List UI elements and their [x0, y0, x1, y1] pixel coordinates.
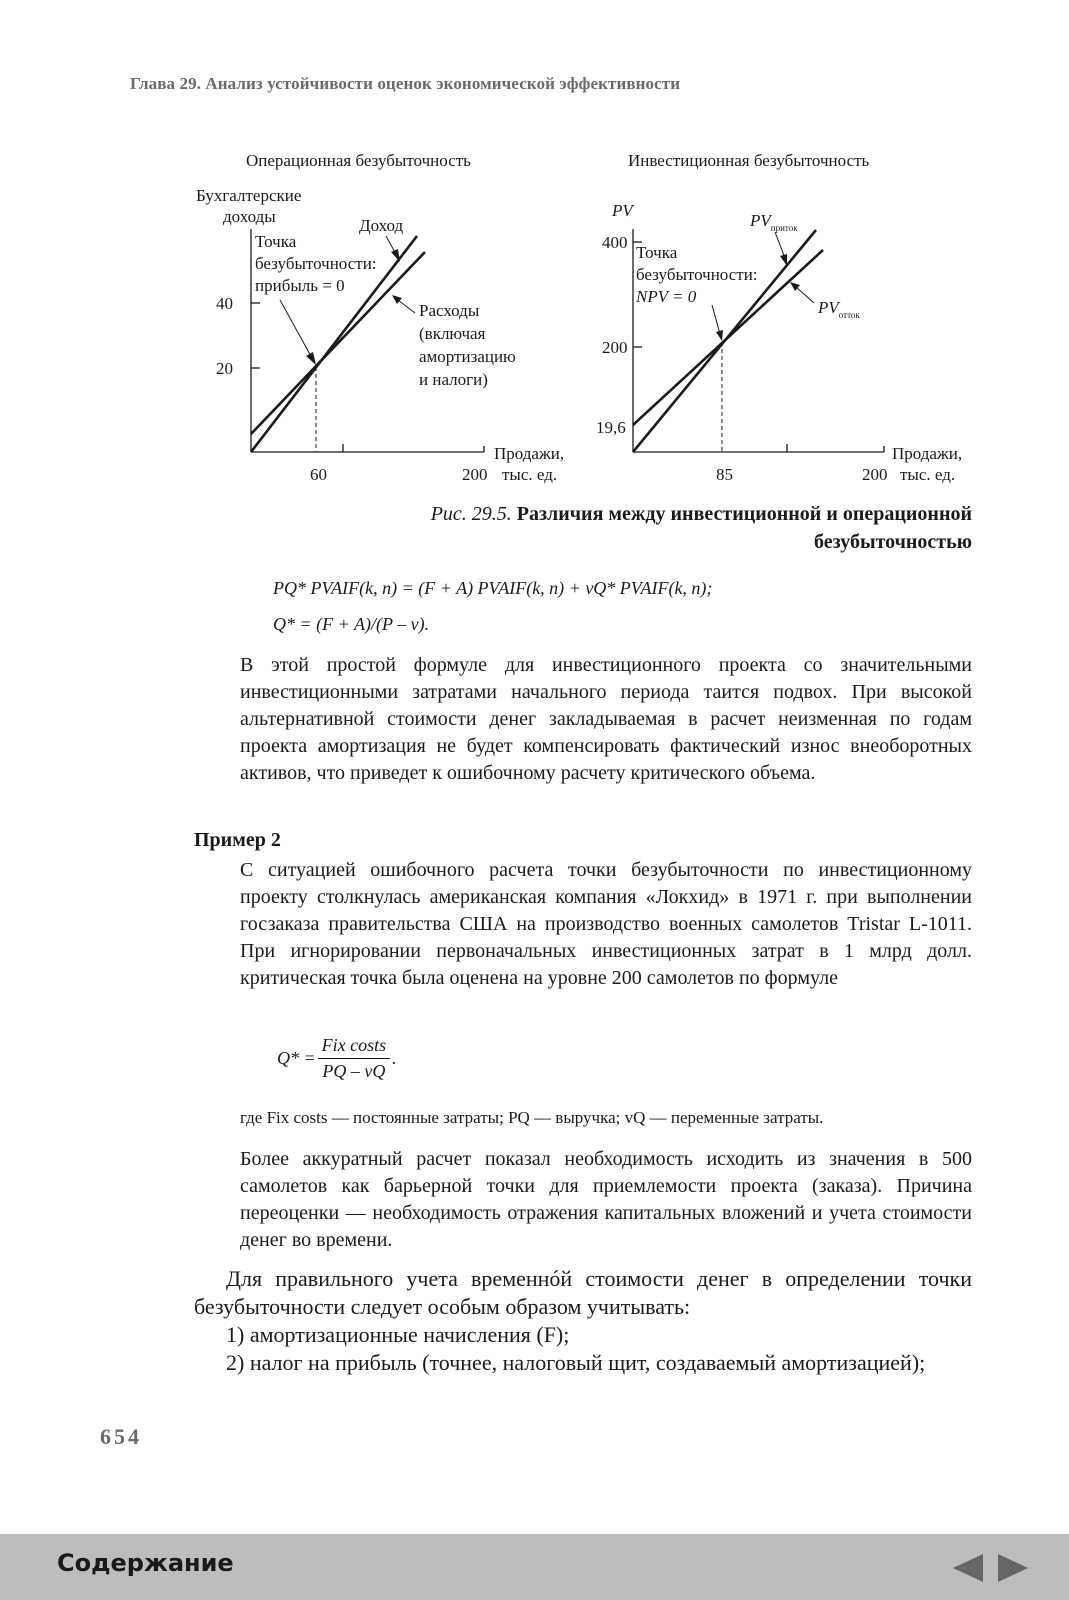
right-y-tick-196: 19,6 [596, 418, 626, 437]
formula-numerator: Fix costs [318, 1035, 391, 1059]
paragraph-1 [240, 652, 972, 787]
left-costs-label-2: (включая [419, 324, 486, 343]
caption-title-1: Различия между инвестиционной и операционной [516, 503, 972, 525]
left-x-label-1: Продажи, [494, 444, 565, 463]
paragraph-1-text: В этой простой формуле для инвестиционного проекта со значительными инвестиционными затратами начального периода таится подвох. При высокой альтернативной стоимости денег закладываемая в расчет неизменная по годам проекта амортизация не будет компенсировать фактический износ внеоборотных активов, что приведет к ошибочному расчету критического объема. [240, 654, 972, 784]
left-breakeven-label-3: прибыль = 0 [255, 276, 345, 295]
left-x-label-2: тыс. ед. [502, 465, 558, 484]
right-breakeven-label-1: Точка [636, 243, 678, 262]
left-y-label-1: Бухгалтерские [196, 186, 302, 205]
example-text-2-block [240, 1146, 972, 1254]
example-text-2: Более аккуратный расчет показал необходимость исходить из значения в 500 самолетов как барьерной точки для приемлемости проекта (заказа). Причина переоценки — необходимость отражения капитальных вложений и учета стоимости денег во времени. [240, 1148, 972, 1251]
right-breakeven-label-2: безубыточности: [636, 265, 758, 284]
example-text-1: С ситуацией ошибочного расчета точки безубыточности по инвестиционному проекту столкнулась американская компания «Локхид» в 1971 г. при выполнении госзаказа правительства США на производство военных самолетов Tristar L-1011. При игнорировании первоначальных инвестиционных затрат в 1 млрд долл. критическая точка была оценена на уровне 200 самолетов по формуле [240, 859, 972, 989]
right-y-tick-400: 400 [602, 233, 628, 252]
figure-29-5 [0, 0, 1069, 500]
chapter-header: Глава 29. Анализ устойчивости оценок экономической эффективности [130, 74, 681, 93]
figure-caption [332, 500, 972, 556]
formula-legend: где Fix costs — постоянные затраты; PQ — выручка; vQ — переменные затраты. [240, 1108, 824, 1127]
example-text [240, 857, 972, 992]
right-x-tick-85: 85 [716, 465, 733, 484]
caption-title-2: безубыточностью [814, 531, 972, 553]
example-title: Пример 2 [194, 829, 281, 851]
body-item-1: 1) амортизационные начисления (F); [226, 1322, 570, 1347]
left-y-tick-20: 20 [216, 359, 233, 378]
left-y-label-2: доходы [223, 207, 276, 226]
right-y-label: PV [612, 201, 633, 220]
page-number: 654 [100, 1424, 142, 1449]
right-outflow-label: $PV_{отток}$ [818, 298, 860, 320]
right-chart-title: Инвестиционная безубыточность [628, 151, 870, 170]
left-x-tick-60: 60 [310, 465, 327, 484]
right-x-label-1: Продажи, [892, 444, 963, 463]
formula-lhs: Q* = [277, 1048, 316, 1068]
left-breakeven-label-1: Точка [255, 232, 297, 251]
triangle-left-icon[interactable] [951, 1552, 985, 1584]
formula-denominator: PQ – vQ [322, 1061, 386, 1081]
caption-label: Рис. 29.5. [430, 503, 517, 525]
right-x-label-2: тыс. ед. [900, 465, 956, 484]
body-p1: Для правильного учета временнóй стоимости денег в определении точки безубыточности следует особым образом учитывать: [194, 1266, 972, 1319]
left-chart-title: Операционная безубыточность [246, 151, 471, 170]
left-costs-label-1: Расходы [419, 301, 480, 320]
formula-1: PQ* PVAIF(k, n) = (F + A) PVAIF(k, n) + vQ* PVAIF(k, n); [273, 578, 713, 598]
right-x-tick-200: 200 [862, 465, 888, 484]
left-revenue-label: Доход [359, 216, 404, 235]
right-inflow-label: $PV_{приток}$ [750, 211, 798, 233]
right-y-tick-200: 200 [602, 338, 628, 357]
formula-2: Q* = (F + A)/(P – v). [273, 614, 430, 634]
left-costs-label-3: амортизацию [419, 347, 516, 366]
left-y-tick-40: 40 [216, 294, 233, 313]
contents-link[interactable]: Содержание [57, 1549, 234, 1577]
left-costs-label-4: и налоги) [419, 370, 488, 389]
left-breakeven-label-2: безубыточности: [255, 254, 377, 273]
triangle-right-icon[interactable] [996, 1552, 1030, 1584]
body-item-2: 2) налог на прибыль (точнее, налоговый щит, создаваемый амортизацией); [226, 1350, 926, 1375]
body-large [194, 1265, 972, 1377]
formula-end: . [392, 1048, 397, 1068]
left-x-tick-200: 200 [462, 465, 488, 484]
right-breakeven-label-3: NPV = 0 [636, 287, 697, 306]
example-formula [277, 1035, 397, 1082]
